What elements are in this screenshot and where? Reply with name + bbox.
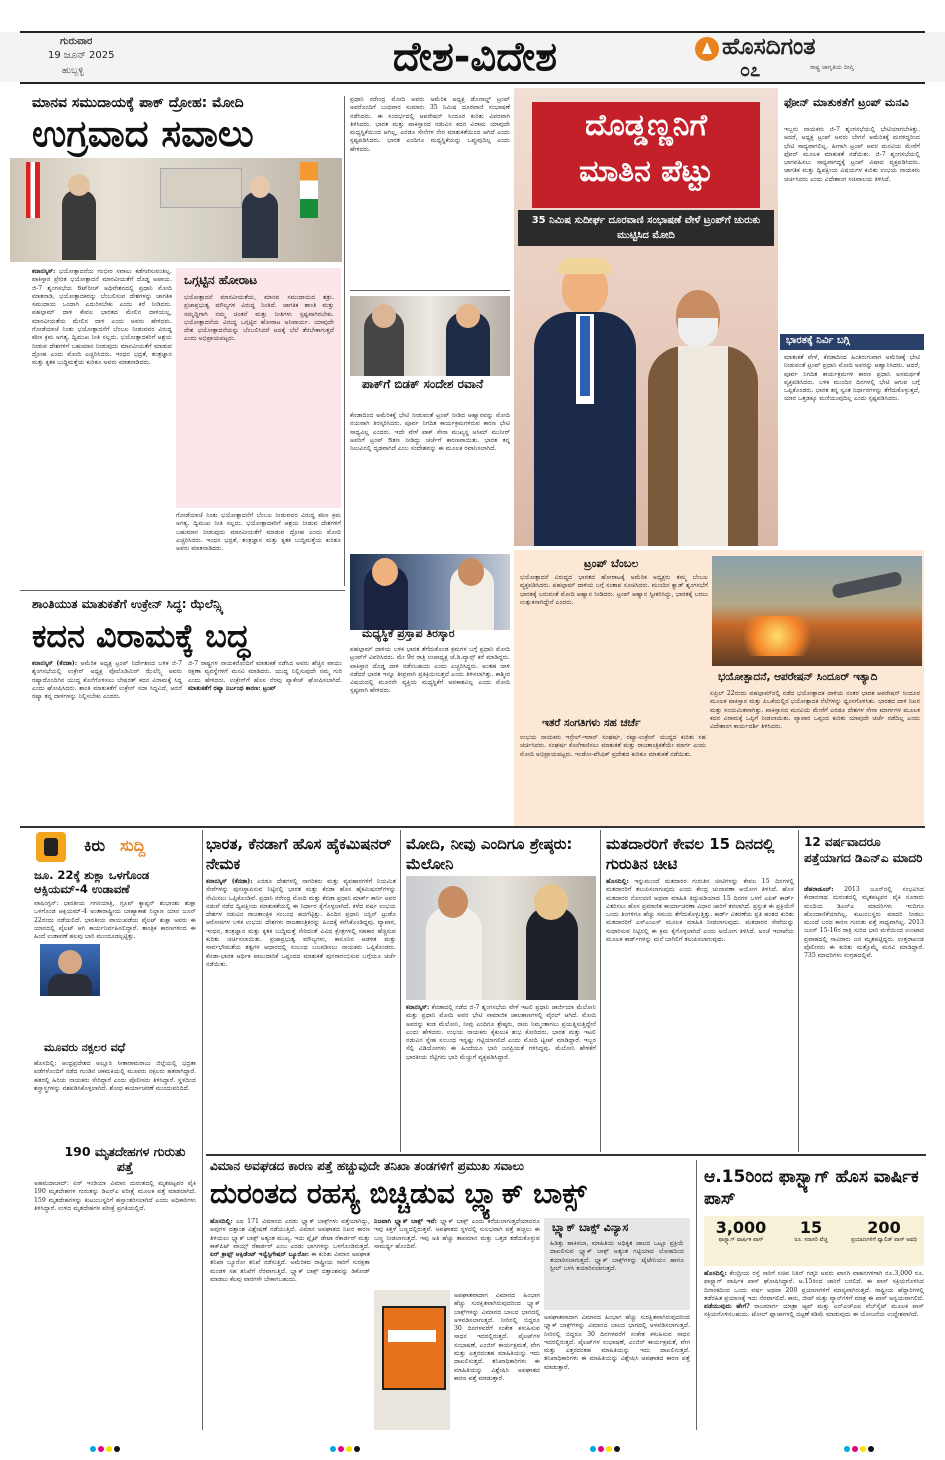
modi-sidebar-body: ಭಯೋತ್ಪಾದನೆ ಮಾನವೀಯತೆಯ, ಮಾನವ ಸಮುದಾಯದ ಶತ್ರು. ಪ್ರಜಾಪ್ರಭುತ್ವ ಮೌಲ್ಯಗಳ ವಿರುದ್ಧ ನಿಂತಿದೆ. ಜಾಗತಿಕ ಶಾಂತಿ ಮತ್ತು ಸಮೃದ್ಧಿಗಾಗಿ ನಮ್ಮ ಚಿಂತನೆ ಮತ್ತು ನೀತಿಗಳು ಸ್ಪಷ್ಟವಾಗಿರಬೇಕು. ಭಯೋತ್ಪಾದನೆಯ ವಿರುದ್ಧ ಒಗ್ಗಟ್ಟಿನ ಹೋರಾಟ ಅನಿವಾರ್ಯ. ಯಾವುದೇ ದೇಶ ಭಯೋತ್ಪಾದನೆಯನ್ನು ಬೆಂಬಲಿಸಿದರೆ ಅದಕ್ಕೆ ಬೆಲೆ ತೆರಬೇಕಾಗುತ್ತದೆ ಎಂದು ಅಭಿಪ್ರಾಯಪಟ್ಟರು. (184, 294, 334, 343)
phone-title: ಫೋನ್ ಮಾತುಕತೆಗೆ ಟ್ರಂಪ್ ಮನವಿ (784, 96, 909, 109)
divider (600, 830, 601, 1152)
fastag-body-text: ಕೇಂದ್ರೀಯ ರಸ್ತೆ ಸಾರಿಗೆ ಸಚಿವ ನಿತಿನ್ ಗಡ್ಕರಿ ಅವರು ಖಾಸಗಿ ವಾಹನಗಳಿಗಾಗಿ ರೂ.3,000 ರೂ. ಫಾಸ್ಟ್ಯಾಗ್ ವಾರ್ಷಿಕ ಪಾಸ್ ಘೋಷಿಸಿದ್ದಾರೆ. ಆ.15ರಿಂದ ಜಾರಿಗೆ ಬರಲಿದೆ. ಈ ಪಾಸ್ ಸಕ್ರಿಯಗೊಳಿಸಿದ ದಿನಾಂಕದಿಂದ ಒಂದು ವರ್ಷ ಅಥವಾ 200 ಪ್ರಯಾಣಗಳಿಗೆ ಮಾನ್ಯವಾಗಿರುತ್ತದೆ. ರಾಷ್ಟ್ರೀಯ ಹೆದ್ದಾರಿಗಳಲ್ಲಿ ತಡೆರಹಿತ ಪ್ರಯಾಣಕ್ಕೆ ಇದು ನೆರವಾಗಲಿದೆ. ಕಾರು, ಜೀಪ್ ಮತ್ತು ವ್ಯಾನ್‌ಗಳಿಗೆ ಮಾತ್ರ ಈ ಪಾಸ್ ಅನ್ವಯವಾಗಲಿದೆ. (704, 1270, 924, 1302)
masthead (0, 0, 945, 88)
blackbox-design-box (544, 1218, 690, 1310)
modi-col2-body: ಪ್ರಧಾನಿ ನರೇಂದ್ರ ಮೋದಿ ಅವರು ಅಮೆರಿಕ ಅಧ್ಯಕ್ಷ ಡೊನಾಲ್ಡ್ ಟ್ರಂಪ್ ಅವರೊಂದಿಗೆ ಬುಧವಾರ ಸುಮಾರು 35 ನಿಮಿಷ ದೂರವಾಣಿ ಸಂಭಾಷಣೆ ನಡೆಸಿದರು. ಈ ಸಂದರ್ಭದಲ್ಲಿ ಆಪರೇಷನ್ ಸಿಂದೂರ ಕುರಿತು ವಿವರವಾಗಿ ತಿಳಿಸಿದರು. ಭಾರತ ಮತ್ತು ಪಾಕಿಸ್ತಾನದ ನಡುವಿನ ಕದನ ವಿರಾಮ ಯಾವುದೇ ಮಧ್ಯಸ್ಥಿಕೆಯಿಂದ ಆಗಿಲ್ಲ, ಎರಡೂ ಸೇನೆಗಳ ನೇರ ಮಾತುಕತೆಯಿಂದ ಆಗಿದೆ ಎಂದು ಸ್ಪಷ್ಟಪಡಿಸಿದರು. ಭಾರತ ಎಂದಿಗೂ ಮಧ್ಯಸ್ಥಿಕೆಯನ್ನು ಒಪ್ಪುವುದಿಲ್ಲ ಎಂದು ಹೇಳಿದರು. (350, 96, 510, 153)
trump-feature (514, 88, 778, 546)
modi-dateline: ಕನಾನಸ್ಕಿಸ್: (32, 268, 56, 275)
blackbox-body-col2 (374, 1218, 540, 1290)
ukraine-sub: ಮಾತುಕತೆಗೆ ರಷ್ಯಾ ನಿರ್ಬಂಧ ಕಾರಣ: ಟ್ರಂಪ್ (188, 684, 276, 692)
ukraine-dateline: ಕನಾನಸ್ಕಿಸ್ (ಕೆನಡಾ): (32, 660, 78, 667)
divider (20, 826, 925, 828)
meloni-body (406, 1004, 596, 1150)
meloni-body-text: ಕೆನಡಾದಲ್ಲಿ ನಡೆದ ಜಿ-7 ಶೃಂಗಸಭೆಯ ವೇಳೆ ಇಟಲಿ ಪ್ರಧಾನಿ ಜಾರ್ಜಿಯಾ ಮೆಲೋನಿ ಮತ್ತು ಪ್ರಧಾನಿ ಮೋದಿ ಅವರ ಭೇಟಿ ಸಾಮಾಜಿಕ ಜಾಲತಾಣಗಳಲ್ಲಿ ವೈರಲ್ ಆಗಿದೆ. ಮೋದಿ ಅವರನ್ನು ಕಂಡ ಮೆಲೋನಿ, ನೀವು ಎಂದಿಗೂ ಶ್ರೇಷ್ಠರು, ನಾನು ನಿಮ್ಮಂತಾಗಲು ಪ್ರಯತ್ನಿಸುತ್ತಿದ್ದೇನೆ ಎಂದು ಹೇಳಿದರು. ಉಭಯ ನಾಯಕರು ಕೈಕುಲುಕಿ ಶುಭ ಕೋರಿದರು. ಭಾರತ ಮತ್ತು ಇಟಲಿ ನಡುವಿನ ಸ್ನೇಹ ಸಂಬಂಧ ಇನ್ನಷ್ಟು ಗಟ್ಟಿಯಾಗಲಿದೆ ಎಂದು ಮೋದಿ ಟ್ವೀಟ್ ಮಾಡಿದ್ದಾರೆ. ಇಬ್ಬರ ಸೆಲ್ಫಿ ವಿಡಿಯೋಗಳು ಈ ಹಿಂದೆಯೂ ಭಾರಿ ಜನಪ್ರಿಯತೆ ಗಳಿಸಿದ್ದವು. ಮೆಲೋನಿ ಹೇಳಿಕೆಗೆ ಭಾರತೀಯ ನೆಟ್ಟಿಗರು ಭಾರಿ ಮೆಚ್ಚುಗೆ ವ್ಯಕ್ತಪಡಿಸಿದ್ದಾರೆ. (406, 1004, 596, 1061)
trump-modi-photo (350, 554, 510, 630)
fastag-stat-label: ಫಾಸ್ಟ್ಯಾಗ್ ವಾರ್ಷಿಕ ಪಾಸ್ (718, 1237, 764, 1243)
fastag-stat-label: ರೂ. ಸರಾಸರಿ ವೆಚ್ಚ (794, 1237, 828, 1243)
blackbox-kicker: ವಿಮಾನ ಅವಘಡದ ಕಾರಣ ಪತ್ತೆ ಹಚ್ಚುವುದೇ ತನಿಖಾ ತಂಡಗಳಿಗೆ ಪ್ರಮುಖ ಸವಾಲು (210, 1159, 524, 1173)
divider (400, 830, 401, 1152)
ukraine-body-text-1: ಅಮೆರಿಕ ಅಧ್ಯಕ್ಷ ಟ್ರಂಪ್ ನಿರ್ದೇಶನದ ಬಳಿಕ ಜಿ-7 ಶೃಂಗಸಭೆಯಲ್ಲಿ ಉಕ್ರೇನ್ ಅಧ್ಯಕ್ಷ ವೊಲೊಡಿಮಿರ್ ಝೆಲೆನ್ಸ್ಕಿ ಅವರು ರಷ್ಯಾದೊಂದಿಗಿನ ಯುದ್ಧ ಕೊನೆಗೊಳಿಸಲು ಬೇಷರತ್ ಕದನ ವಿರಾಮಕ್ಕೆ ಸಿದ್ಧ ಎಂದು ಘೋಷಿಸಿದರು. ಶಾಂತಿ ಮಾತುಕತೆಗೆ ಉಕ್ರೇನ್ ಸದಾ ಸಿದ್ಧವಿದೆ, ಆದರೆ ರಷ್ಯಾ ತನ್ನ ದಾಳಿಗಳನ್ನು ನಿಲ್ಲಿಸಬೇಕು ಎಂದರು. (32, 660, 182, 701)
kirusuddi-label-b: ಸುದ್ದಿ (120, 836, 146, 855)
ukraine-headline: ಕದನ ವಿರಾಮಕ್ಕೆ ಬದ್ಧ (32, 617, 251, 655)
modi-g7-photo (10, 158, 342, 262)
tiny-body: ಭಯೋತ್ಪಾದನೆ ವಿರುದ್ಧದ ಭಾರತದ ಹೋರಾಟಕ್ಕೆ ಅಮೆರಿಕ ಅಧ್ಯಕ್ಷರು ತಮ್ಮ ಬೆಂಬಲ ವ್ಯಕ್ತಪಡಿಸಿದರು. ಪಹಲ್ಗಾಮ್ ದಾಳಿಯ ಬಗ್ಗೆ ಸಂತಾಪ ಸೂಚಿಸಿದರು. ಮುಂದಿನ ಕ್ವಾಡ್ ಶೃಂಗಸಭೆಗೆ ಭಾರತಕ್ಕೆ ಬರುವಂತೆ ಮೋದಿ ಆಹ್ವಾನ ನೀಡಿದರು. ಟ್ರಂಪ್ ಆಹ್ವಾನ ಸ್ವೀಕರಿಸಿದ್ದು, ಭಾರತಕ್ಕೆ ಬರಲು ಉತ್ಸುಕನಾಗಿದ್ದೇನೆ ಎಂದರು. (520, 574, 708, 606)
section-title: ದೇಶ-ವಿದೇಶ (392, 34, 558, 80)
k3-title: 190 ಮೃತದೇಹಗಳ ಗುರುತು ಪತ್ತೆ (64, 1144, 186, 1174)
voter-body-text: ಇನ್ನುಮುಂದೆ ಮತದಾರರ ಗುರುತಿನ ಚೀಟಿಗಳನ್ನು ಕೇವಲ 15 ದಿನಗಳಲ್ಲಿ ಮತದಾರರಿಗೆ ತಲುಪಿಸಲಾಗುವುದು ಎಂದು ಕೇಂದ್ರ ಚುನಾವಣಾ ಆಯೋಗ ತಿಳಿಸಿದೆ. ಹೊಸ ಮತದಾರರ ನೋಂದಣಿ ಅಥವಾ ಮಾಹಿತಿ ತಿದ್ದುಪಡಿಯಾದ 15 ದಿನಗಳ ಒಳಗೆ ಎಪಿಕ್ ಕಾರ್ಡ್ ವಿತರಿಸಲು ಹೊಸ ಪ್ರಮಾಣಿತ ಕಾರ್ಯಾಚರಣಾ ವಿಧಾನ ಜಾರಿಗೆ ತರಲಾಗಿದೆ. ಪ್ರಸ್ತುತ ಈ ಪ್ರಕ್ರಿಯೆಗೆ ಒಂದು ತಿಂಗಳಿಗೂ ಹೆಚ್ಚು ಸಮಯ ತೆಗೆದುಕೊಳ್ಳುತ್ತಿತ್ತು. ಕಾರ್ಡ್ ವಿತರಣೆಯ ಪ್ರತಿ ಹಂತದ ಕುರಿತು ಮತದಾರರಿಗೆ ಎಸ್‌ಎಂಎಸ್ ಮೂಲಕ ಮಾಹಿತಿ ನೀಡಲಾಗುವುದು. ಮತದಾರರ ಸೇವೆಯನ್ನು ಸುಧಾರಿಸುವ ನಿಟ್ಟಿನಲ್ಲಿ ಈ ಕ್ರಮ ಕೈಗೊಳ್ಳಲಾಗಿದೆ ಎಂದು ಆಯೋಗ ತಿಳಿಸಿದೆ. ಅಂಚೆ ಇಲಾಖೆಯ ಮೂಲಕ ಕಾರ್ಡ್‌ಗಳನ್ನು ಮನೆ ಬಾಗಿಲಿಗೆ ತಲುಪಿಸಲಾಗುವುದು. (606, 878, 794, 944)
modi-body-1: ಭಯೋತ್ಪಾದನೆಯ ಗಂಭೀರ ಸವಾಲು ಕಡೆಗಣಿಸುವಂತಿಲ್ಲ. ಪಾಕಿಸ್ತಾನ ಪ್ರೇರಿತ ಭಯೋತ್ಪಾದನೆ ಮಾನವೀಯತೆಗೆ ದೊಡ್ಡ ಅಪಾಯ. ಜಿ-7 ಶೃಂಗಸಭೆಯ ಔಟ್‌ರೀಚ್ ಅಧಿವೇಶನದಲ್ಲಿ ಪ್ರಧಾನಿ ಮೋದಿ ಮಾತನಾಡಿ, ಭಯೋತ್ಪಾದಕರನ್ನು ಬೆಂಬಲಿಸುವ ದೇಶಗಳನ್ನು ಜಾಗತಿಕ ಸಮುದಾಯ ಒಂದಾಗಿ ಎದುರಿಸಬೇಕು ಎಂದು ಕರೆ ನೀಡಿದರು. ಪಹಲ್ಗಾಮ್ ದಾಳಿ ಕೇವಲ ಭಾರತದ ಮೇಲಿನ ದಾಳಿಯಲ್ಲ, ಮಾನವೀಯತೆಯ ಮೇಲಿನ ದಾಳಿ ಎಂದು ಅವರು ಹೇಳಿದರು. (32, 268, 172, 325)
modi-trump-inset-photo (350, 296, 510, 376)
trump-headline-box (532, 102, 760, 208)
canada-dateline: ಕನಾನಸ್ಕಿಸ್ (ಕೆನಡಾ): (206, 878, 253, 885)
k1-title: ಜೂ. 22ಕ್ಕೆ ಶುಕ್ಲಾ ಒಳಗೊಂಡ ಆಕ್ಸಿಯಮ್-4 ಉಡಾವಣೆ (34, 868, 150, 896)
canada-body-text: ಎರಡೂ ದೇಶಗಳಲ್ಲಿ ನಾಗರಿಕರು ಮತ್ತು ವ್ಯವಹಾರಗಳಿಗೆ ನಿಯಮಿತ ಸೇವೆಗಳನ್ನು ಪುನಃಸ್ಥಾಪಿಸುವ ನಿಟ್ಟಿನಲ್ಲಿ ಭಾರತ ಮತ್ತು ಕೆನಡಾ ಹೊಸ ಹೈಕಮಿಷನರ್‌ಗಳನ್ನು ನೇಮಿಸಲು ಒಪ್ಪಿಕೊಂಡಿವೆ. ಪ್ರಧಾನಿ ನರೇಂದ್ರ ಮೋದಿ ಮತ್ತು ಕೆನಡಾ ಪ್ರಧಾನಿ ಮಾರ್ಕ್ ಕಾರ್ನಿ ಅವರ ನಡುವೆ ನಡೆದ ದ್ವಿಪಕ್ಷೀಯ ಮಾತುಕತೆಯಲ್ಲಿ ಈ ನಿರ್ಧಾರ ಕೈಗೊಳ್ಳಲಾಗಿದೆ. ಕಳೆದ ವರ್ಷ ಉಭಯ ದೇಶಗಳ ನಡುವಿನ ರಾಜತಾಂತ್ರಿಕ ಸಂಬಂಧ ಹದಗೆಟ್ಟಿತ್ತು. ಹಿಂದಿನ ಪ್ರಧಾನಿ ಜಸ್ಟಿನ್ ಟ್ರುಡೊ ಆರೋಪಗಳ ಬಳಿಕ ಉಭಯ ದೇಶಗಳು ರಾಜತಾಂತ್ರಿಕರನ್ನು ಹಿಂದಕ್ಕೆ ಕರೆಸಿಕೊಂಡಿದ್ದವು. ವ್ಯಾಪಾರ, ಇಂಧನ, ತಂತ್ರಜ್ಞಾನ ಮತ್ತು ಕೃತಕ ಬುದ್ಧಿಮತ್ತೆ ಸೇರಿದಂತೆ ವಿವಿಧ ಕ್ಷೇತ್ರಗಳಲ್ಲಿ ಸಹಕಾರ ಹೆಚ್ಚಿಸುವ ಕುರಿತು ಚರ್ಚಿಸಲಾಯಿತು. ಪ್ರಜಾಪ್ರಭುತ್ವ ಮೌಲ್ಯಗಳು, ಕಾನೂನಿನ ಆಡಳಿತ ಮತ್ತು ಸಾರ್ವಭೌಮತೆಯ ತತ್ವಗಳ ಆಧಾರದಲ್ಲಿ ಸಂಬಂಧ ಬಲಪಡಿಸಲು ನಾಯಕರು ಒಪ್ಪಿಕೊಂಡರು. ಕೆನಡಾ-ಭಾರತ ಆರ್ಥಿಕ ಪಾಲುದಾರಿಕೆ ಒಪ್ಪಂದದ ಮಾತುಕತೆ ಪುನರಾರಂಭಿಸುವ ಬಗ್ಗೆಯೂ ಚರ್ಚೆ ನಡೆಯಿತು. (206, 878, 396, 968)
meloni-photo (406, 876, 596, 1000)
fastag-body-text-2: ರಾಜಮಾರ್ಗ ಯಾತ್ರಾ ಆ್ಯಪ್ ಮತ್ತು ಎನ್‌ಎಚ್‌ಎಐ ವೆಬ್‌ಸೈಟ್ ಮೂಲಕ ಪಾಸ್ ಸಕ್ರಿಯಗೊಳಿಸಬಹುದು. ಟೋಲ್ ಪ್ಲಾಜಾಗಳಲ್ಲಿ ದಟ್ಟಣೆ ಕಡಿಮೆ ಮಾಡುವುದು ಈ ಯೋಜನೆಯ ಉದ್ದೇಶವಾಗಿದೆ. (704, 1303, 924, 1319)
trump-figure (520, 258, 650, 546)
k1-body: ವಾಷಿಂಗ್ಟನ್: ಭಾರತೀಯ ಗಗನಯಾತ್ರಿ, ಗ್ರೂಪ್ ಕ್ಯಾಪ್ಟನ್ ಶುಭಾಂಶು ಶುಕ್ಲಾ ಒಳಗೊಂಡ ಆಕ್ಸಿಯಮ್-4 ಅಂತಾರಾಷ್ಟ್ರೀಯ ಬಾಹ್ಯಾಕಾಶ ನಿಲ್ದಾಣ ಯಾನ ಜೂನ್ 22ರಂದು ನಡೆಯಲಿದೆ. ಭಾರತೀಯ ವಾಯುಪಡೆಯ ಪೈಲಟ್ ಶುಕ್ಲಾ ಅವರು ಈ ಯಾನದಲ್ಲಿ ಪೈಲಟ್ ಆಗಿ ಕಾರ್ಯನಿರ್ವಹಿಸಲಿದ್ದಾರೆ. ತಾಂತ್ರಿಕ ಕಾರಣಗಳಿಂದ ಈ ಹಿಂದೆ ಉಡಾವಣೆ ಹಲವು ಬಾರಿ ಮುಂದೂಡಲ್ಪಟ್ಟಿತ್ತು. (34, 900, 196, 941)
blackbox-body-1: ಎಐ 171 ವಿಮಾನದ ಎರಡು ಬ್ಲ್ಯಾಕ್ ಬಾಕ್ಸ್‌ಗಳು ಪತ್ತೆಯಾಗಿದ್ದು, ಅವುಗಳ ದತ್ತಾಂಶ ವಿಶ್ಲೇಷಣೆ ನಡೆಯುತ್ತಿದೆ. ವಿಮಾನ ಅಪಘಾತದ ನಿಖರ ಕಾರಣ ತಿಳಿಯಲು ಬ್ಲ್ಯಾಕ್ ಬಾಕ್ಸ್ ಅತ್ಯಂತ ಮುಖ್ಯ. ಇದು ಫ್ಲೈಟ್ ಡೇಟಾ ರೆಕಾರ್ಡರ್ ಮತ್ತು ಕಾಕ್‌ಪಿಟ್ ವಾಯ್ಸ್ ರೆಕಾರ್ಡರ್ ಎಂಬ ಎರಡು ಭಾಗಗಳನ್ನು ಒಳಗೊಂಡಿರುತ್ತದೆ. (210, 1218, 370, 1250)
logo (690, 34, 920, 80)
dna-headline: 12 ವರ್ಷವಾದರೂ ಪತ್ತೆಯಾಗದ ಡಿಎನ್‌ಎ ಮಾದರಿ (804, 835, 923, 865)
modi-kicker: ಮಾನವ ಸಮುದಾಯಕ್ಕೆ ಪಾಕ್ ದ್ರೋಹ: ಮೋದಿ (32, 95, 244, 111)
logo-text: ಹೊಸದಿಗಂತ (722, 34, 816, 60)
war-photo (712, 556, 922, 666)
mediation-title: ಮಧ್ಯಸ್ಥಿಕೆ ಪ್ರಸ್ತಾಪ ತಿರಸ್ಕಾರ (362, 627, 455, 640)
pak-body: ಕೆನಡಾದಿಂದ ಅಮೆರಿಕಕ್ಕೆ ಭೇಟಿ ನೀಡುವಂತೆ ಟ್ರಂಪ್ ನೀಡಿದ ಆಹ್ವಾನವನ್ನು ಮೋದಿ ನಯವಾಗಿ ತಿರಸ್ಕರಿಸಿದರು. ಪೂರ್ವ ನಿಗದಿತ ಕಾರ್ಯಕ್ರಮಗಳಿರುವ ಕಾರಣ ಭೇಟಿ ಸಾಧ್ಯವಿಲ್ಲ ಎಂದರು. ಇದೇ ವೇಳೆ ಪಾಕ್ ಸೇನಾ ಮುಖ್ಯಸ್ಥ ಅಸಿಮ್ ಮುನೀರ್ ಅವರಿಗೆ ಟ್ರಂಪ್ ಔತಣ ನೀಡಿದ್ದು ಚರ್ಚೆಗೆ ಕಾರಣವಾಯಿತು. ಭಾರತ ತನ್ನ ನಿಲುವಿನಲ್ಲಿ ದೃಢವಾಗಿದೆ ಎಂಬ ಸಂದೇಶವನ್ನು ಈ ಮೂಲಕ ರವಾನಿಸಲಾಗಿದೆ. (350, 412, 510, 453)
other-body: ಉಭಯ ನಾಯಕರು ಇಸ್ರೇಲ್-ಇರಾನ್ ಸಂಘರ್ಷ, ರಷ್ಯಾ-ಉಕ್ರೇನ್ ಯುದ್ಧದ ಕುರಿತು ಸಹ ಚರ್ಚಿಸಿದರು. ಸಂಘರ್ಷ ಕೊನೆಗಾಣಿಸಲು ಮಾತುಕತೆ ಮತ್ತು ರಾಜತಾಂತ್ರಿಕತೆಯೇ ಮಾರ್ಗ ಎಂದು ಮೋದಿ ಅಭಿಪ್ರಾಯಪಟ್ಟರು. ಇಂಡೋ-ಪೆಸಿಫಿಕ್ ಪ್ರದೇಶದ ಕುರಿತೂ ಮಾತುಕತೆ ನಡೆಯಿತು. (520, 734, 706, 758)
ukraine-kicker: ಶಾಂತಿಯುತ ಮಾತುಕತೆಗೆ ಉಕ್ರೇನ್ ಸಿದ್ಧ: ಝೆಲೆನ್ಸ್ಕಿ (32, 597, 223, 611)
fastag-stat-label: ಪ್ರಯಾಣಗಳಿಗೆ ವ್ಯಾಲಿಡ್ ಪಾಸ್ ಅವಧಿ (851, 1237, 917, 1243)
shukla-photo (40, 944, 100, 996)
blackbox-body-3: ಬ್ಲ್ಯಾಕ್ ಬಾಕ್ಸ್ ಎಂದು ಕರೆಯಲಾಗುತ್ತದೆಯಾದರೂ ಇವು ಕಿತ್ತಳೆ ಬಣ್ಣದಲ್ಲಿರುತ್ತವೆ. ಅಪಘಾತದ ಸ್ಥಳದಲ್ಲಿ ಸುಲಭವಾಗಿ ಪತ್ತೆ ಹಚ್ಚಲು ಈ ಬಣ್ಣ ನೀಡಲಾಗುತ್ತದೆ. ಇವು ಅತಿ ಹೆಚ್ಚು ತಾಪಮಾನ ಮತ್ತು ಒತ್ತಡ ತಡೆದುಕೊಳ್ಳುವ ಸಾಮರ್ಥ್ಯ ಹೊಂದಿವೆ. (374, 1218, 540, 1250)
blackbox-sub-1: ಏರ್ ಕ್ರಾಫ್ಟ್ ಆಕ್ಸಿಡೆಂಟ್ ಇನ್ವೆಸ್ಟಿಗೇಷನ್ ಬ್ಯೂರೋ: (210, 1251, 310, 1259)
fastag-body (704, 1270, 924, 1430)
fastag-stat (704, 1218, 778, 1244)
kirusuddi-header (32, 830, 198, 864)
fastag-headline: ಆ.15ರಿಂದ ಫಾಸ್ಟ್ಯಾಗ್ ಹೊಸ ವಾರ್ಷಿಕ ಪಾಸ್ (704, 1167, 919, 1209)
fastag-stats-bar (704, 1216, 924, 1266)
blackbox-body-col2b: ಅಪಘಾತವಾದಾಗ ವಿಮಾನದ ಹಿಂಭಾಗ ಹೆಚ್ಚು ಸುರಕ್ಷಿತವಾಗಿರುವುದರಿಂದ ಬ್ಲ್ಯಾಕ್ ಬಾಕ್ಸ್‌ಗಳನ್ನು ವಿಮಾನದ ಬಾಲದ ಭಾಗದಲ್ಲಿ ಅಳವಡಿಸಲಾಗುತ್ತದೆ. ನೀರಿನಲ್ಲಿ ಬಿದ್ದರೂ 30 ದಿನಗಳವರೆಗೆ ಸಂಕೇತ ಕಳುಹಿಸುವ ಸಾಧನ ಇದರಲ್ಲಿರುತ್ತದೆ. ಪೈಲಟ್‌ಗಳ ಸಂಭಾಷಣೆ, ಎಂಜಿನ್ ಕಾರ್ಯಕ್ಷಮತೆ, ವೇಗ ಮತ್ತು ಎತ್ತರದಂತಹ ಮಾಹಿತಿಯನ್ನು ಇದು ದಾಖಲಿಸುತ್ತದೆ. ತನಿಖಾಧಿಕಾರಿಗಳು ಈ ಮಾಹಿತಿಯನ್ನು ವಿಶ್ಲೇಷಿಸಿ ಅಪಘಾತದ ಕಾರಣ ಪತ್ತೆ ಮಾಡುತ್ತಾರೆ. (454, 1292, 540, 1382)
meloni-dateline: ಕನಾನಸ್ಕಿಸ್: (406, 1004, 430, 1011)
divider (206, 1154, 926, 1156)
blackbox-design-title: ಬ್ಲ್ಯಾಕ್ ಬಾಕ್ಸ್ ವಿನ್ಯಾಸ (552, 1221, 629, 1234)
modi-body-col1 (32, 268, 172, 568)
tiny-title: ಟ್ರಂಪ್ ಬೆಂಬಲ (584, 557, 639, 570)
modi-sidebar-box (176, 268, 341, 508)
page-number: ೦೭ (740, 60, 761, 81)
divider (202, 830, 203, 1430)
india-body: ಮಾತುಕತೆ ವೇಳೆ, ಕೆನಡಾದಿಂದ ಹಿಂತಿರುಗುವಾಗ ಅಮೆರಿಕಕ್ಕೆ ಭೇಟಿ ನೀಡುವಂತೆ ಟ್ರಂಪ್ ಪ್ರಧಾನಿ ಮೋದಿ ಅವರನ್ನು ಆಹ್ವಾನಿಸಿದರು. ಆದರೆ, ಪೂರ್ವ ನಿಗದಿತ ಕಾರ್ಯಕ್ರಮಗಳ ಕಾರಣ ಪ್ರಧಾನಿ ಅಸಮರ್ಥತೆ ವ್ಯಕ್ತಪಡಿಸಿದರು. ಬಳಿಕ ಮುಂದಿನ ದಿನಗಳಲ್ಲಿ ಭೇಟಿ ಆಗುವ ಬಗ್ಗೆ ಒಪ್ಪಿಕೊಂಡರು. ಭಾರತ ತನ್ನ ಸ್ವಂತ ನಿರ್ಧಾರಗಳನ್ನು ತೆಗೆದುಕೊಳ್ಳುತ್ತದೆ, ಯಾರ ಒತ್ತಡಕ್ಕೂ ಮಣಿಯುವುದಿಲ್ಲ ಎಂದು ಸ್ಪಷ್ಟಪಡಿಸಿದರು. (784, 354, 920, 403)
masthead-date: 19 ಜೂನ್ 2025 (48, 50, 115, 61)
op-title: ಭಯೋತ್ಪಾದನೆ, ಆಪರೇಷನ್ ಸಿಂದೂರ್ ಇತ್ಯಾದಿ (718, 671, 878, 683)
phone-body: ಇಬ್ಬರು ನಾಯಕರು ಜಿ-7 ಶೃಂಗಸಭೆಯಲ್ಲಿ ಭೇಟಿಯಾಗಬೇಕಿತ್ತು. ಆದರೆ, ಅಧ್ಯಕ್ಷ ಟ್ರಂಪ್ ಅವರು ಬೇಗನೆ ಅಮೆರಿಕಕ್ಕೆ ಮರಳಿದ್ದರಿಂದ ಭೇಟಿ ಸಾಧ್ಯವಾಗಲಿಲ್ಲ. ಹೀಗಾಗಿ ಟ್ರಂಪ್ ಅವರ ಮನವಿಯ ಮೇರೆಗೆ ಫೋನ್ ಮೂಲಕ ಮಾತುಕತೆ ನಡೆಯಿತು. ಜಿ-7 ಶೃಂಗಸಭೆಯಲ್ಲಿ ಭಾಗವಹಿಸಲು ಸಾಧ್ಯವಾಗದ್ದಕ್ಕೆ ಟ್ರಂಪ್ ವಿಷಾದ ವ್ಯಕ್ತಪಡಿಸಿದರು. ಜಾಗತಿಕ ಮತ್ತು ದ್ವಿಪಕ್ಷೀಯ ವಿಷಯಗಳ ಕುರಿತು ಉಭಯ ನಾಯಕರು ಚರ್ಚಿಸಿದರು ಎಂದು ವಿದೇಶಾಂಗ ಸಚಿವಾಲಯ ತಿಳಿಸಿದೆ. (784, 126, 920, 183)
logo-mark-icon (694, 36, 720, 62)
india-bar-title: ಭಾರತಕ್ಕೆ ನಿರ್ವಿ ಬಗ್ಗಿ (786, 335, 850, 346)
voter-headline: ಮತದಾರರಿಗೆ ಕೇವಲ 15 ದಿನದಲ್ಲಿ ಗುರುತಿನ ಚೀಟಿ (606, 835, 775, 873)
dna-body (804, 886, 924, 1150)
modi-figure (644, 288, 774, 546)
fastag-stat-value: 15 (799, 1218, 823, 1237)
canada-headline: ಭಾರತ, ಕೆನಡಾಗೆ ಹೊಸ ಹೈಕಮಿಷನರ್ ನೇಮಕ (206, 835, 392, 873)
blackbox-design-body: ಹಿಡಿತ್ತು ಹಾಕಿಸಬಾ, ಮಾಹಿತಿಯ ಅಧಿಕೃತ ಜಾಲದ ಒಟ್ಟೂ ಪ್ರಕ್ರಿಯೆ ದಾಖಲಿಸುವ ಬ್ಲ್ಯಾಕ್ ಬಾಕ್ಸ್ ಅತ್ಯಂತ ಗಟ್ಟಿಯಾದ ಲೋಹದಿಂದ ತಯಾರಿಸಲಾಗುತ್ತದೆ. ಬ್ಲ್ಯಾಕ್ ಬಾಕ್ಸ್‌ಗಳನ್ನು ಟೈಟೇನಿಯಂ ಹಾಗೂ ಸ್ಟೀಲ್ ಬಳಸಿ ತಯಾರಿಸಲಾಗುತ್ತದೆ. (550, 1240, 684, 1272)
ukraine-body-1 (32, 660, 182, 822)
divider (20, 590, 345, 591)
blackbox-body-2: ಈ ಕುರಿತು ವಿಮಾನ ಅಪಘಾತ ತನಿಖಾ ಬ್ಯೂರೋ ತನಿಖೆ ನಡೆಸುತ್ತಿದೆ. ಅಮೆರಿಕದ ರಾಷ್ಟ್ರೀಯ ಸಾರಿಗೆ ಸುರಕ್ಷತಾ ಮಂಡಳಿ ಸಹ ತನಿಖೆಗೆ ನೆರವಾಗುತ್ತಿದೆ. ಬ್ಲ್ಯಾಕ್ ಬಾಕ್ಸ್ ದತ್ತಾಂಶವನ್ನು ಡಿಕೋಡ್ ಮಾಡಲು ಕೆಲವು ವಾರಗಳೇ ಬೇಕಾಗಬಹುದು. (210, 1251, 370, 1284)
canada-body (206, 878, 396, 1150)
fastag-dateline: ಹೊಸದಿಲ್ಲಿ: (704, 1270, 727, 1277)
divider (344, 96, 345, 586)
modi-headline: ಉಗ್ರವಾದ ಸವಾಲು (32, 112, 254, 155)
fastag-stat-value: 200 (867, 1218, 901, 1237)
modi-body-2: ಗೋಡೆಯಾಚೆ ನಿಂತು ಭಯೋತ್ಪಾದನೆಗೆ ಬೆಂಬಲ ನೀಡುವವರ ವಿರುದ್ಧ ಕಠಿಣ ಕ್ರಮ ಅಗತ್ಯ. ದ್ವಿಮುಖ ನೀತಿ ಸಲ್ಲದು. ಭಯೋತ್ಪಾದಕರಿಗೆ ಆಶ್ರಯ ನೀಡುವ ದೇಶಗಳಿಗೆ ಬಹುಮಾನ ನೀಡುವುದು ಮಾನವೀಯತೆಗೆ ಮಾಡುವ ದ್ರೋಹ ಎಂದು ಮೋದಿ ಎಚ್ಚರಿಸಿದರು. ಇಂಧನ ಭದ್ರತೆ, ತಂತ್ರಜ್ಞಾನ ಮತ್ತು ಕೃತಕ ಬುದ್ಧಿಮತ್ತೆಯ ಕುರಿತೂ ಅವರು ಮಾತನಾಡಿದರು. (32, 326, 172, 367)
blackbox-photo (374, 1290, 450, 1430)
op-body: ಏಪ್ರಿಲ್ 22ರಂದು ಪಹಲ್ಗಾಮ್‌ನಲ್ಲಿ ನಡೆದ ಭಯೋತ್ಪಾದಕ ದಾಳಿಯ ನಂತರ ಭಾರತ ಆಪರೇಷನ್ ಸಿಂದೂರ ಮೂಲಕ ಪಾಕಿಸ್ತಾನ ಮತ್ತು ಪಿಒಕೆಯಲ್ಲಿನ ಭಯೋತ್ಪಾದಕ ನೆಲೆಗಳನ್ನು ಧ್ವಂಸಗೊಳಿಸಿತು. ಭಾರತದ ದಾಳಿ ನಿಖರ ಮತ್ತು ಸಂಯಮಿತವಾಗಿತ್ತು. ಪಾಕಿಸ್ತಾನದ ಮನವಿಯ ಮೇರೆಗೆ ಎರಡೂ ದೇಶಗಳ ಸೇನಾ ಮಾರ್ಗಗಳ ಮೂಲಕ ಕದನ ವಿರಾಮಕ್ಕೆ ಒಪ್ಪಿಗೆ ನೀಡಲಾಯಿತು. ವ್ಯಾಪಾರ ಒಪ್ಪಂದ ಕುರಿತು ಯಾವುದೇ ಚರ್ಚೆ ನಡೆದಿಲ್ಲ ಎಂದು ವಿದೇಶಾಂಗ ಕಾರ್ಯದರ್ಶಿ ತಿಳಿಸಿದರು. (710, 690, 920, 731)
dna-dateline: ಡೆಹರಾಡೂನ್: (804, 886, 834, 893)
logo-tagline: ರಾಷ್ಟ್ರ ಜಾಗೃತಿಯ ದೀಪ್ತಿ (810, 64, 854, 71)
blackbox-sub-2: ನಿಜವಾಗಿ ಬ್ಲ್ಯಾಕ್ ಬಾಕ್ಸ್ ಇವೆ: (374, 1218, 437, 1225)
voter-dateline: ಹೊಸದಿಲ್ಲಿ: (606, 878, 629, 885)
fastag-stat (778, 1218, 844, 1244)
other-title: ಇತರೆ ಸಂಗತಿಗಳು ಸಹ ಚರ್ಚೆ (542, 717, 641, 729)
kirusuddi-label-a: ಕಿರು (84, 836, 106, 855)
fastag-sub: ಪಡೆಯುವುದು ಹೇಗೆ? (704, 1303, 750, 1311)
dna-body-text: 2013 ಜೂನ್‌ನಲ್ಲಿ ಸಂಭವಿಸಿದ ಕೇದಾರನಾಥ ದುರಂತದಲ್ಲಿ ಮೃತಪಟ್ಟವರ ಪೈಕಿ ನೂರಾರು ಮಂದಿಯ ಡಿಎನ್‌ಎ ಮಾದರಿಗಳು ಇಂದಿಗೂ ಹೊಂದಾಣಿಕೆಯಾಗಿಲ್ಲ. ಕುಟುಂಬಸ್ಥರು ಮಾದರಿ ನೀಡಲು ಮುಂದೆ ಬರದ ಕಾರಣ ಗುರುತು ಪತ್ತೆ ಸಾಧ್ಯವಾಗಿಲ್ಲ. 2013 ಜೂನ್ 15-16ರ ರಾತ್ರಿ ಸುರಿದ ಭಾರಿ ಮಳೆಯಿಂದ ಉಂಟಾದ ಪ್ರವಾಹದಲ್ಲಿ ಸಾವಿರಾರು ಜನ ಮೃತಪಟ್ಟಿದ್ದರು. ಉತ್ತರಾಖಂಡ ಪೊಲೀಸರು ಈ ಕುರಿತು ಮತ್ತೊಮ್ಮೆ ಮನವಿ ಮಾಡಿದ್ದಾರೆ. 735 ಮಾದರಿಗಳು ಸಂಗ್ರಹದಲ್ಲಿವೆ. (804, 886, 924, 960)
trump-headline-2: ಮಾತಿನ ಪೆಟ್ಟು (579, 154, 713, 189)
masthead-edition: ಹುಬ್ಬಳ್ಳಿ (62, 66, 84, 76)
modi-sidebar-title: ಒಗ್ಗಟ್ಟಿನ ಹೋರಾಟ (184, 273, 258, 287)
blackbox-dateline: ಹೊಸದಿಲ್ಲಿ: (210, 1218, 233, 1225)
trump-headline-1: ದೊಡ್ಡಣ್ಣನಿಗೆ (585, 108, 707, 143)
blackbox-body-col1 (210, 1218, 370, 1430)
kirusuddi-icon (36, 832, 66, 862)
ukraine-body-2 (188, 660, 342, 822)
pak-title: ಪಾಕ್‌ಗೆ ಬಿಡಕ್ ಸಂದೇಶ ರವಾನೆ (362, 377, 484, 391)
india-bar (780, 334, 924, 350)
divider (350, 290, 510, 291)
voter-body (606, 878, 794, 1150)
blackbox-headline: ದುರಂತದ ರಹಸ್ಯ ಬಿಚ್ಚಿಡುವ ಬ್ಲ್ಯಾಕ್ ಬಾಕ್ಸ್ (210, 1177, 587, 1210)
masthead-day: ಗುರುವಾರ (60, 36, 93, 47)
modi-body-col1b: ಗೋಡೆಯಾಚೆ ನಿಂತು ಭಯೋತ್ಪಾದನೆಗೆ ಬೆಂಬಲ ನೀಡುವವರ ವಿರುದ್ಧ ಕಠಿಣ ಕ್ರಮ ಅಗತ್ಯ. ದ್ವಿಮುಖ ನೀತಿ ಸಲ್ಲದು. ಭಯೋತ್ಪಾದಕರಿಗೆ ಆಶ್ರಯ ನೀಡುವ ದೇಶಗಳಿಗೆ ಬಹುಮಾನ ನೀಡುವುದು ಮಾನವೀಯತೆಗೆ ಮಾಡುವ ದ್ರೋಹ ಎಂದು ಮೋದಿ ಎಚ್ಚರಿಸಿದರು. ಇಂಧನ ಭದ್ರತೆ, ತಂತ್ರಜ್ಞಾನ ಮತ್ತು ಕೃತಕ ಬುದ್ಧಿಮತ್ತೆಯ ಕುರಿತೂ ಅವರು ಮಾತನಾಡಿದರು. (176, 512, 341, 553)
divider (696, 1160, 697, 1430)
divider (798, 830, 799, 1152)
k2-body: ಹೊಸದಿಲ್ಲಿ: ಆಂಧ್ರಪ್ರದೇಶದ ಅಲ್ಲೂರಿ ಸೀತಾರಾಮರಾಜು ಜಿಲ್ಲೆಯಲ್ಲಿ ಭದ್ರತಾ ಪಡೆಗಳೊಂದಿಗೆ ನಡೆದ ಗುಂಡಿನ ಚಕಮಕಿಯಲ್ಲಿ ಮೂವರು ನಕ್ಸಲರು ಹತರಾಗಿದ್ದಾರೆ. ಹತರಲ್ಲಿ ಹಿರಿಯ ನಾಯಕರು ಸೇರಿದ್ದಾರೆ ಎಂದು ಪೊಲೀಸರು ತಿಳಿಸಿದ್ದಾರೆ. ಸ್ಥಳದಿಂದ ಶಸ್ತ್ರಾಸ್ತ್ರಗಳನ್ನು ವಶಪಡಿಸಿಕೊಳ್ಳಲಾಗಿದೆ. ಶೋಧ ಕಾರ್ಯಾಚರಣೆ ಮುಂದುವರಿದಿದೆ. (34, 1060, 196, 1092)
k2-title: ಮೂವರು ನಕ್ಸಲರ ವಧೆ (44, 1041, 126, 1054)
fastag-stat-value: 3,000 (715, 1218, 767, 1237)
trump-subhead: 35 ನಿಮಿಷ ಸುದೀರ್ಘ ದೂರವಾಣಿ ಸಂಭಾಷಣೆ ವೇಳೆ ಟ್ರಂಪ್‌ಗೆ ಚುರುಕು ಮುಟ್ಟಿಸಿದ ಮೋದಿ (518, 210, 774, 246)
ukraine-body-text-2: ಜಿ-7 ರಾಷ್ಟ್ರಗಳ ನಾಯಕರೊಂದಿಗೆ ಮಾತುಕತೆ ನಡೆಸಿದ ಅವರು ಹೆಚ್ಚಿನ ವಾಯು ರಕ್ಷಣಾ ವ್ಯವಸ್ಥೆಗಳಿಗೆ ಮನವಿ ಮಾಡಿದರು. ಯುದ್ಧ ನಿಲ್ಲಿಸುವುದೇ ನಮ್ಮ ಗುರಿ ಎಂದು ಹೇಳಿದರು. ಉಕ್ರೇನ್‌ಗೆ ಹೊಸ ನೆರವು ಪ್ಯಾಕೇಜ್ ಘೋಷಿಸಲಾಗಿದೆ. (188, 660, 342, 684)
fastag-stat (844, 1218, 924, 1244)
meloni-headline: ಮೋದಿ, ನೀವು ಎಂದಿಗೂ ಶ್ರೇಷ್ಠರು: ಮೆಲೋನಿ (406, 835, 573, 873)
mediation-body: ಪಹಲ್ಗಾಮ್ ದಾಳಿಯ ಬಳಿಕ ಭಾರತ ತೆಗೆದುಕೊಂಡ ಕ್ರಮಗಳ ಬಗ್ಗೆ ಪ್ರಧಾನಿ ಮೋದಿ ಟ್ರಂಪ್‌ಗೆ ವಿವರಿಸಿದರು. ಮೇ 9ರ ರಾತ್ರಿ ಉಪಾಧ್ಯಕ್ಷ ಜೆ.ಡಿ.ವ್ಯಾನ್ಸ್ ಕರೆ ಮಾಡಿದ್ದರು. ಪಾಕಿಸ್ತಾನ ದೊಡ್ಡ ದಾಳಿ ನಡೆಸಬಹುದು ಎಂದು ಎಚ್ಚರಿಸಿದ್ದರು. ಅಂತಹ ದಾಳಿ ನಡೆದರೆ ಭಾರತ ಇನ್ನೂ ತೀವ್ರವಾಗಿ ಪ್ರತಿಕ್ರಿಯಿಸುತ್ತದೆ ಎಂದು ತಿಳಿಸಲಾಗಿತ್ತು. ಕಾಶ್ಮೀರ ವಿಷಯದಲ್ಲಿ ಮೂರನೇ ವ್ಯಕ್ತಿಯ ಮಧ್ಯಸ್ಥಿಕೆಗೆ ಅವಕಾಶವಿಲ್ಲ ಎಂದು ಮೋದಿ ಸ್ಪಷ್ಟವಾಗಿ ಹೇಳಿದರು. (350, 646, 510, 695)
blackbox-body-col3: ಅಪಘಾತವಾದಾಗ ವಿಮಾನದ ಹಿಂಭಾಗ ಹೆಚ್ಚು ಸುರಕ್ಷಿತವಾಗಿರುವುದರಿಂದ ಬ್ಲ್ಯಾಕ್ ಬಾಕ್ಸ್‌ಗಳನ್ನು ವಿಮಾನದ ಬಾಲದ ಭಾಗದಲ್ಲಿ ಅಳವಡಿಸಲಾಗುತ್ತದೆ. ನೀರಿನಲ್ಲಿ ಬಿದ್ದರೂ 30 ದಿನಗಳವರೆಗೆ ಸಂಕೇತ ಕಳುಹಿಸುವ ಸಾಧನ ಇದರಲ್ಲಿರುತ್ತದೆ. ಪೈಲಟ್‌ಗಳ ಸಂಭಾಷಣೆ, ಎಂಜಿನ್ ಕಾರ್ಯಕ್ಷಮತೆ, ವೇಗ ಮತ್ತು ಎತ್ತರದಂತಹ ಮಾಹಿತಿಯನ್ನು ಇದು ದಾಖಲಿಸುತ್ತದೆ. ತನಿಖಾಧಿಕಾರಿಗಳು ಈ ಮಾಹಿತಿಯನ್ನು ವಿಶ್ಲೇಷಿಸಿ ಅಪಘಾತದ ಕಾರಣ ಪತ್ತೆ ಮಾಡುತ್ತಾರೆ. (544, 1314, 690, 1371)
k3-body: ಅಹಮದಾಬಾದ್: ಏರ್ ಇಂಡಿಯಾ ವಿಮಾನ ದುರಂತದಲ್ಲಿ ಮೃತಪಟ್ಟವರ ಪೈಕಿ 190 ಮೃತದೇಹಗಳ ಗುರುತನ್ನು ಡಿಎನ್‌ಎ ಪರೀಕ್ಷೆ ಮೂಲಕ ಪತ್ತೆ ಮಾಡಲಾಗಿದೆ. 159 ಮೃತದೇಹಗಳನ್ನು ಕುಟುಂಬಸ್ಥರಿಗೆ ಹಸ್ತಾಂತರಿಸಲಾಗಿದೆ ಎಂದು ಅಧಿಕಾರಿಗಳು ತಿಳಿಸಿದ್ದಾರೆ. ಉಳಿದ ಮೃತದೇಹಗಳ ಪರೀಕ್ಷೆ ಪ್ರಗತಿಯಲ್ಲಿದೆ. (34, 1180, 196, 1212)
